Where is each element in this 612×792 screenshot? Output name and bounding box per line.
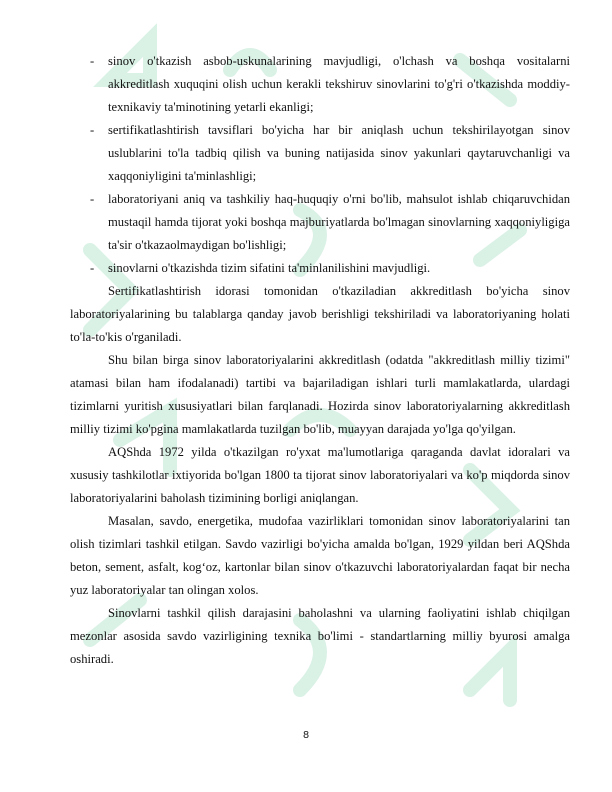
paragraph: Masalan, savdo, energetika, mudofaa vazirliklari tomonidan sinov laboratoriyalarini tan olish tizimlari tashkil etilgan. Savdo vazirligi bo'yicha amalda bo'lgan, 1929 yildan beri AQShda beton, sement, asfalt, kog‘oz, kartonlar bilan sinov o'tkazuvchi laboratoriyalardan faqat bir necha yuz laboratoriyalar tan olingan xolos. <box>70 514 570 597</box>
paragraph: Sertifikatlashtirish idorasi tomonidan o'tkaziladian akkreditlash bo'yicha sinov laboratoriyalarining bu talablarga qanday javob berishligi tekshiriladi va laboratoriyaning holati to'la-to'kis o'rganiladi. <box>70 284 570 344</box>
bullet-text: sinov o'tkazish asbob-uskunalarining mavjudligi, o'lchash va boshqa vositalarni akkreditlash xuquqini olish uchun kerakli tekshiruv sinovlarini to'g'ri o'tkazishda moddiy-texnikaviy ta'minotining yetarli ekanligi; <box>108 54 570 114</box>
bullet-item <box>70 257 570 280</box>
paragraph: Shu bilan birga sinov laboratoriyalarini akkreditlash (odatda "akkreditlash milliy tizimi" atamasi bilan ham ifodalanadi) tartibi va bajariladigan ishlari turli mamlakatlarda, ulardagi tizimlarni yuritish xususiyatlari bilan farqlanadi. Hozirda sinov laboratoriyalarning akkreditlash milliy tizimi ko'pgina mamlakatlarda tuzilgan bo'lib, muayyan darajada yo'lga qo'yilgan. <box>70 353 570 436</box>
bullet-text: sertifikatlashtirish tavsiflari bo'yicha har bir aniqlash uchun tekshirilayotgan sinov uslublarini to'la tadbiq qilish va buning natijasida sinov yakunlari qaytaruvchanligi va xaqqoniyligini ta'minlashligi; <box>108 123 570 183</box>
bullet-item <box>70 119 570 188</box>
paragraph: Sinovlarni tashkil qilish darajasini baholashni va ularning faoliyatini ishlab chiqilgan mezonlar asosida savdo vazirligining texnika bo'limi - standartlarning milliy byurosi amalga oshiradi. <box>70 606 570 666</box>
bullet-marker: - <box>90 54 95 68</box>
bullet-marker: - <box>90 261 95 275</box>
bullet-text: sinovlarni o'tkazishda tizim sifatini ta'minlanilishini mavjudligi. <box>108 261 431 275</box>
page-number: 8 <box>302 730 310 741</box>
bullet-marker: - <box>90 192 95 206</box>
bullet-item <box>70 188 570 257</box>
document-body <box>70 50 570 671</box>
bullet-marker: - <box>90 123 95 137</box>
bullet-text: laboratoriyani aniq va tashkiliy haq-huquqiy o'rni bo'lib, mahsulot ishlab chiqaruvchidan mustaqil hamda tijorat yoki boshqa majburiyatlarda bo'lmagan sinovlarning xaqqoniyligiga ta'sir o'tkazaolmaydigan bo'lishligi; <box>108 192 570 252</box>
bullet-item <box>70 50 570 119</box>
paragraph: AQShda 1972 yilda o'tkazilgan ro'yxat ma'lumotlariga qaraganda davlat idoralari va xususiy tashkilotlar ixtiyorida bo'lgan 1800 ta tijorat sinov laboratoriyalari va ko'p miqdorda sinov laboratoriyalarini baholash tizimining borligi aniqlangan. <box>70 445 570 505</box>
